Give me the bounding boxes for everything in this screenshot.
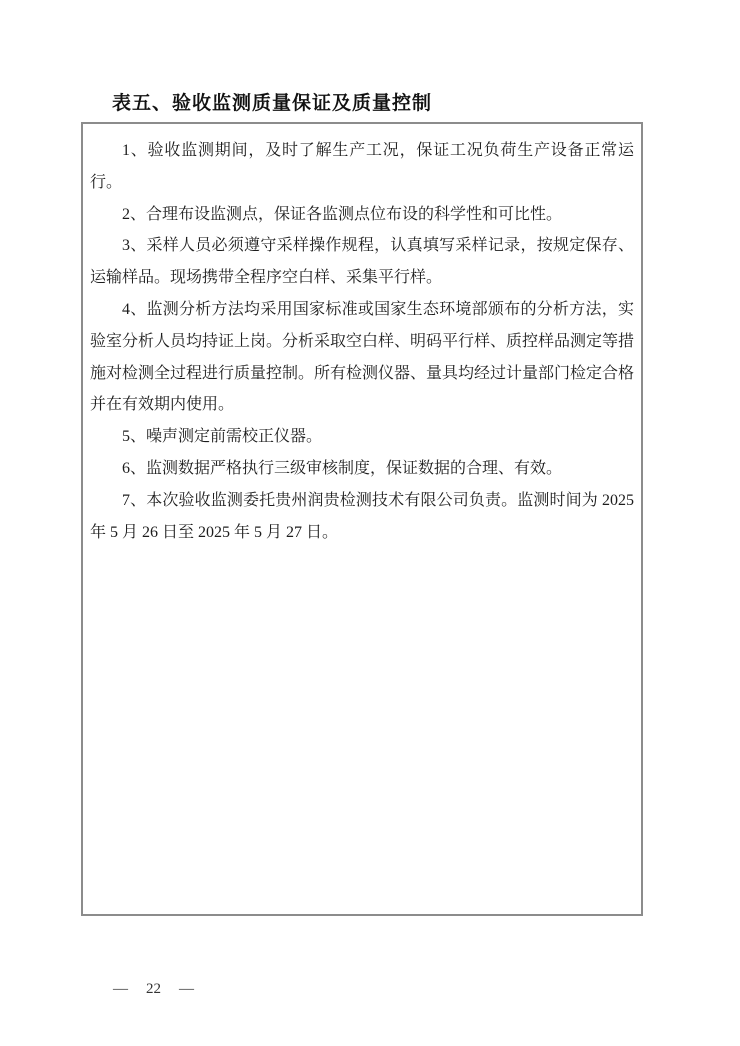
paragraph-item-6: 6、监测数据严格执行三级审核制度，保证数据的合理、有效。 <box>122 459 563 477</box>
paragraph-item-2: 2、合理布设监测点，保证各监测点位布设的科学性和可比性。 <box>122 205 563 223</box>
page-number-footer <box>113 981 194 998</box>
paragraph-item-5: 5、噪声测定前需校正仪器。 <box>122 428 323 446</box>
page-title: 表五、验收监测质量保证及质量控制 <box>112 93 433 114</box>
paragraph-item-7: 7、本次验收监测委托贵州润贵检测技术有限公司负责。监测时间为 2025 年 5 月 26 日至 2025 年 5 月 27 日。 <box>90 491 634 541</box>
content-border-box <box>81 122 643 916</box>
footer-right-dash: — <box>179 981 194 997</box>
paragraph-item-3: 3、采样人员必须遵守采样操作规程，认真填写采样记录，按规定保存、运输样品。现场携带全程序空白样、采集平行样。 <box>90 237 634 287</box>
footer-page-number: 22 <box>146 981 161 997</box>
paragraph-item-1: 1、验收监测期间，及时了解生产工况，保证工况负荷生产设备正常运行。 <box>90 142 634 191</box>
paragraph-item-4: 4、监测分析方法均采用国家标准或国家生态环境部颁布的分析方法，实验室分析人员均持证上岗。分析采取空白样、明码平行样、质控样品测定等措施对检测全过程进行质量控制。所有检测仪器、量具均经过计量部门检定合格并在有效期内使用。 <box>90 300 635 414</box>
footer-left-dash: — <box>113 981 128 997</box>
